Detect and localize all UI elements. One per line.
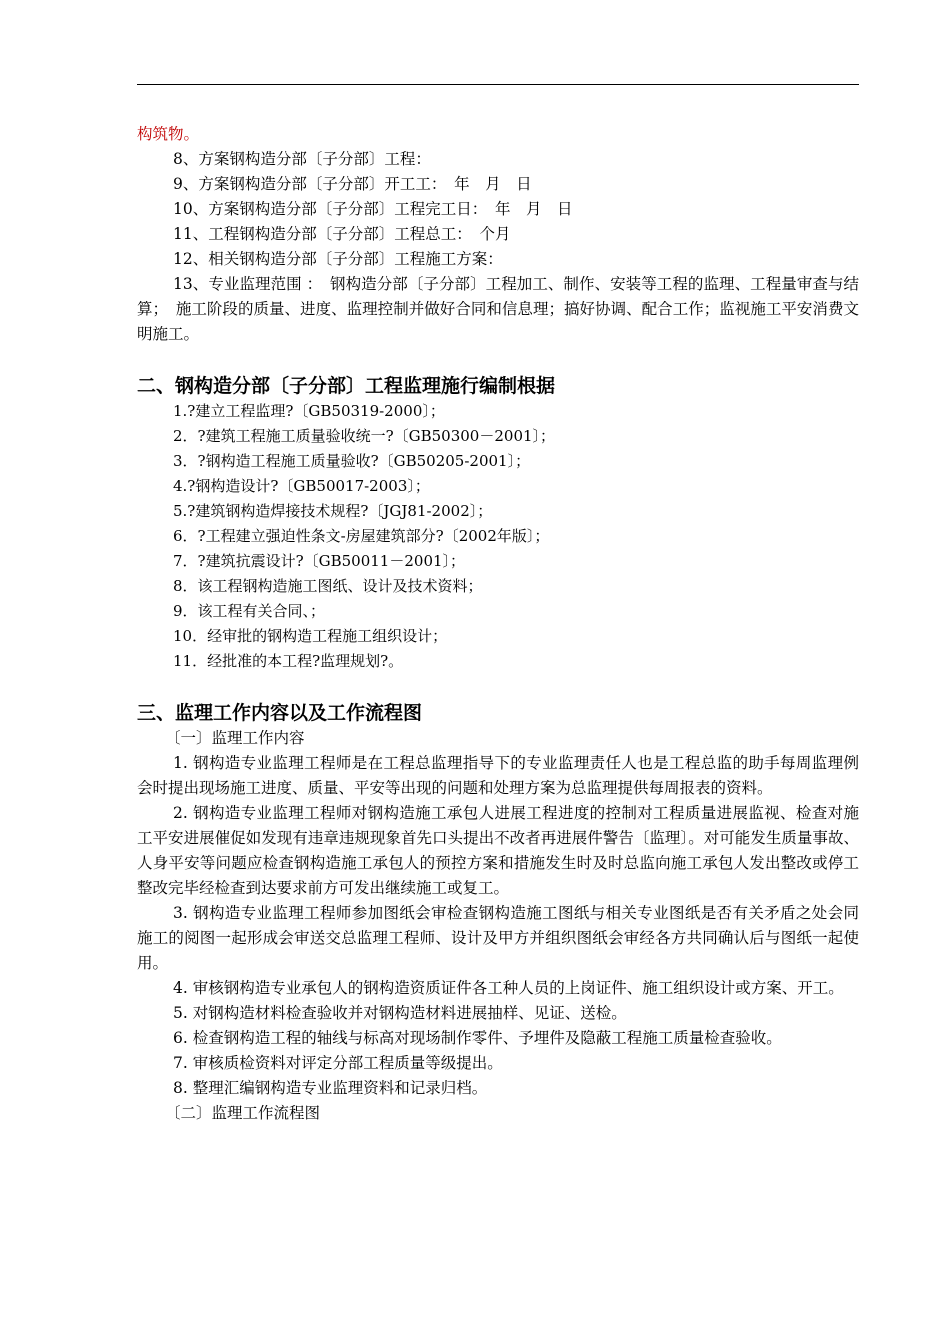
document-body — [137, 122, 859, 1126]
basis-item-1: 1.?建立工程监理?〔GB50319-2000〕； — [173, 402, 445, 420]
intro-item-12: 12、相关钢构造分部〔子分部〕工程施工方案： — [173, 250, 503, 268]
intro-item-10: 10、方案钢构造分部〔子分部〕工程完工日： 年 月 日 — [173, 200, 573, 218]
section-2-heading: 二、钢构造分部〔子分部〕工程监理施行编制根据 — [137, 375, 556, 397]
basis-item-8: 8．该工程钢构造施工图纸、设计及技术资料； — [173, 577, 483, 595]
basis-item-3: 3．?钢构造工程施工质量验收?〔GB50205-2001〕； — [173, 452, 531, 470]
intro-item-11: 11、工程钢构造分部〔子分部〕工程总工： 个月 — [173, 225, 511, 243]
work-item-2: 2. 钢构造专业监理工程师对钢构造施工承包人进展工程进度的控制对工程质量进展监视、检查对施工平安进展催促如发现有违章违规现象首先口头提出不改者再进展件警告〔监理〕。对可能发生质量事故、人身平安等问题应检查钢构造施工承包人的预控方案和措施发生时及时总监向施工承包人发出整改或停工整改完毕经检查到达要求前方可发出继续施工或复工。 — [137, 804, 860, 897]
basis-item-4: 4.?钢构造设计?〔GB50017-2003〕； — [173, 477, 430, 495]
work-item-5: 5. 对钢构造材料检查验收并对钢构造材料进展抽样、见证、送检。 — [173, 1004, 627, 1022]
basis-item-6: 6．?工程建立强迫性条文-房屋建筑部分?〔2002年版〕； — [173, 527, 550, 545]
header-rule — [137, 84, 859, 85]
subsection-1-title: 〔一〕监理工作内容 — [165, 729, 305, 747]
basis-item-2: 2．?建筑工程施工质量验收统一?〔GB50300－2001〕； — [173, 427, 556, 445]
basis-item-10: 10．经审批的钢构造工程施工组织设计； — [173, 627, 448, 645]
basis-item-9: 9．该工程有关合同、； — [173, 602, 326, 620]
intro-item-8: 8、方案钢构造分部〔子分部〕工程： — [173, 150, 431, 168]
intro-item-9: 9、方案钢构造分部〔子分部〕开工工： 年 月 日 — [173, 175, 532, 193]
work-item-1: 1. 钢构造专业监理工程师是在工程总监理指导下的专业监理责任人也是工程总监的助手每周监理例会时提出现场施工进度、质量、平安等出现的问题和处理方案为总监理提供每周报表的资料。 — [137, 754, 860, 797]
work-item-6: 6. 检查钢构造工程的轴线与标高对现场制作零件、予埋件及隐蔽工程施工质量检查验收。 — [173, 1029, 782, 1047]
basis-item-7: 7．?建筑抗震设计?〔GB50011－2001〕； — [173, 552, 466, 570]
work-item-7: 7. 审核质检资料对评定分部工程质量等级提出。 — [173, 1054, 503, 1072]
basis-item-5: 5.?建筑钢构造焊接技术规程?〔JGJ81-2002〕； — [173, 502, 493, 520]
continuation-text: 构筑物。 — [137, 125, 200, 143]
basis-item-11: 11．经批准的本工程?监理规划?。 — [173, 652, 404, 670]
section-3-heading: 三、监理工作内容以及工作流程图 — [137, 702, 423, 724]
subsection-2-title: 〔二〕监理工作流程图 — [165, 1104, 321, 1122]
intro-item-13: 13、专业监理范围 ： 钢构造分部〔子分部〕工程加工、制作、安装等工程的监理、工程量审查与结算； 施工阶段的质量、进度、监理控制并做好合同和信息理；搞好协调、配合工作；监视施工平安消费文明施工。 — [137, 275, 859, 343]
work-item-4: 4. 审核钢构造专业承包人的钢构造资质证件各工种人员的上岗证件、施工组织设计或方案、开工。 — [173, 979, 844, 997]
work-item-8: 8. 整理汇编钢构造专业监理资料和记录归档。 — [173, 1079, 488, 1097]
work-item-3: 3. 钢构造专业监理工程师参加图纸会审检查钢构造施工图纸与相关专业图纸是否有关矛盾之处会同施工的阅图一起形成会审送交总监理工程师、设计及甲方并组织图纸会审经各方共同确认后与图纸一起使用。 — [137, 904, 860, 972]
